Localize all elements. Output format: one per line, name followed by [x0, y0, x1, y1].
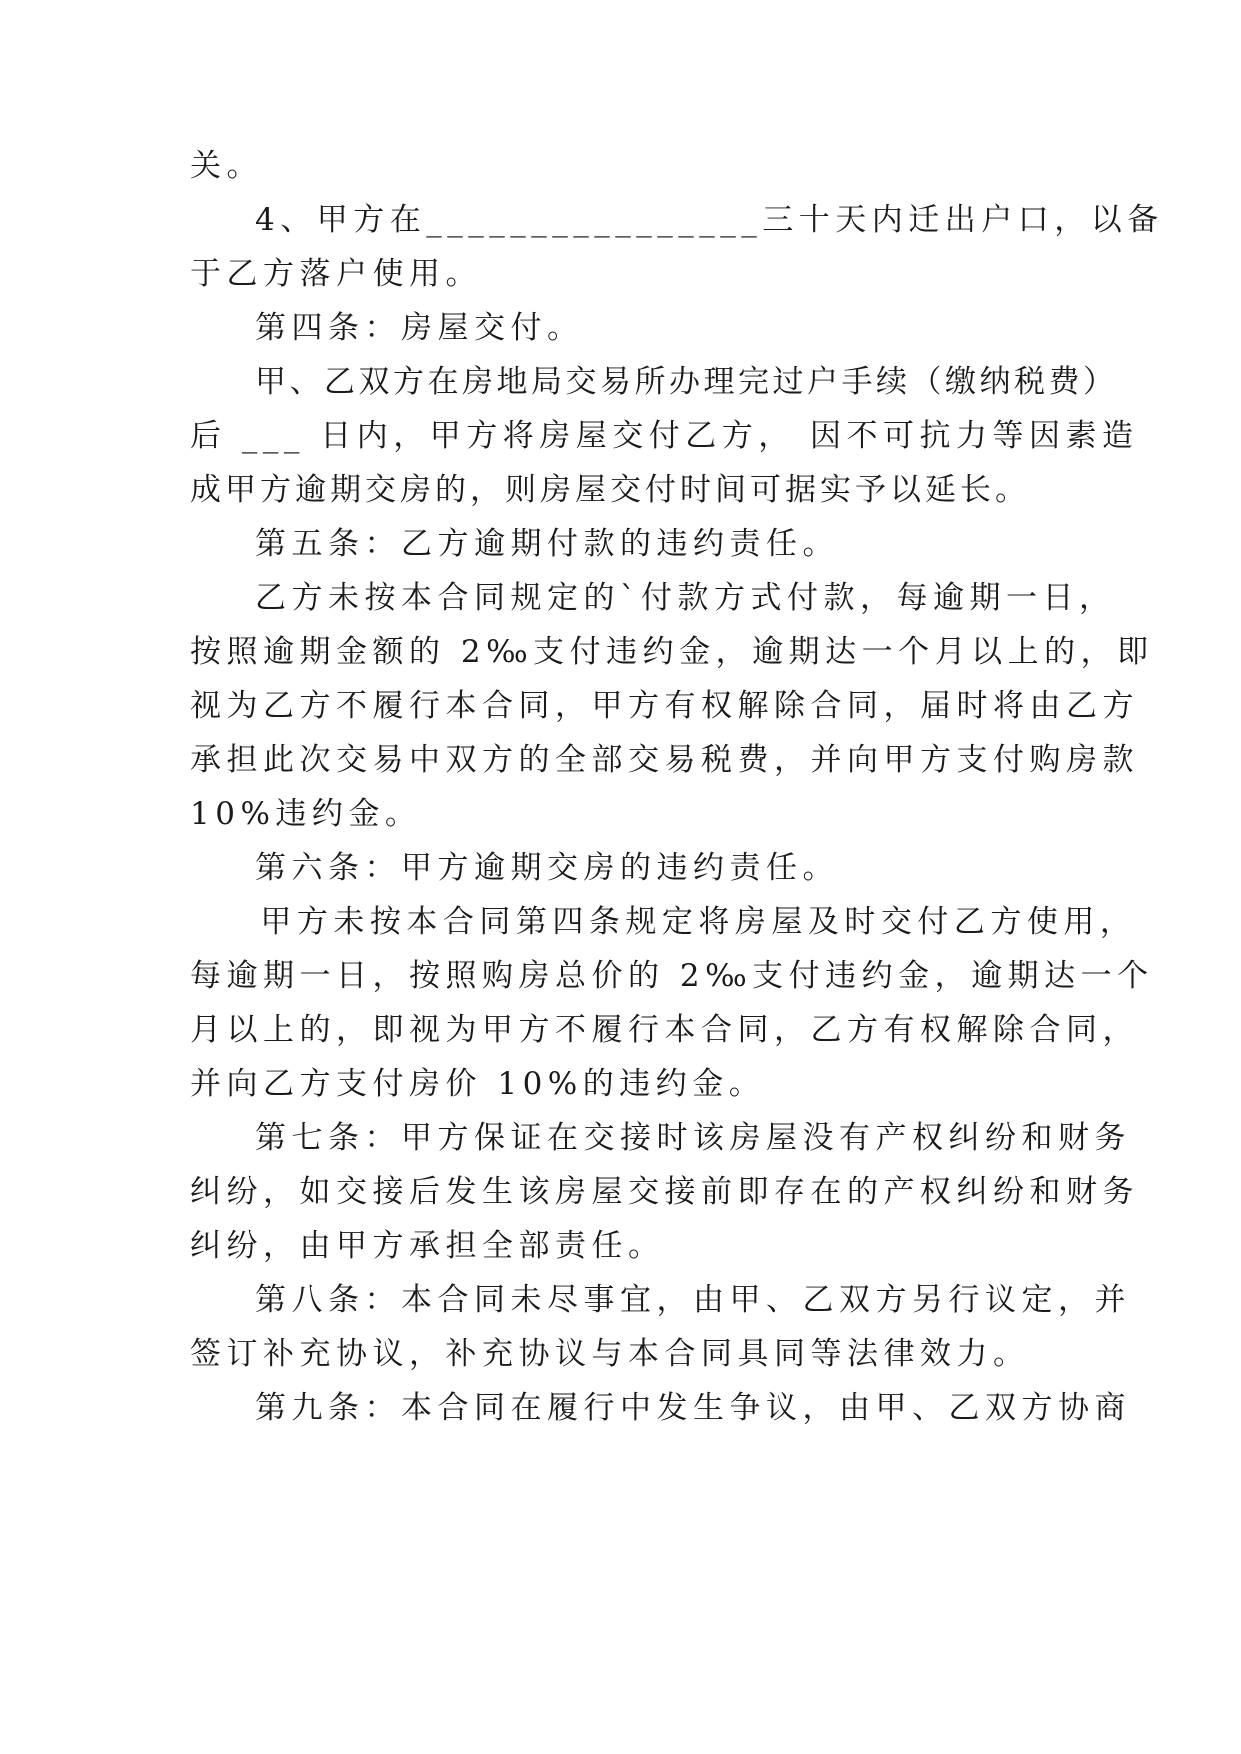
text-line: 月以上的，即视为甲方不履行本合同，乙方有权解除合同， [190, 1012, 1139, 1048]
text-line: 甲、乙双方在房地局交易所办理完过户手续（缴纳税费） [255, 364, 1118, 400]
section-heading: 第五条：乙方逾期付款的违约责任。 [255, 526, 839, 562]
text-line: 承担此次交易中双方的全部交易税费，并向甲方支付购房款 [190, 742, 1139, 778]
section-heading: 第六条：甲方逾期交房的违约责任。 [255, 850, 839, 886]
section-heading: 第八条：本合同未尽事宜，由甲、乙双方另行议定，并 [255, 1282, 1131, 1318]
text-line: 后 ___ 日内，甲方将房屋交付乙方， 因不可抗力等因素造 [190, 418, 1139, 454]
text-line: 纠纷，如交接后发生该房屋交接前即存在的产权纠纷和财务 [190, 1174, 1139, 1210]
text-line: 乙方未按本合同规定的`付款方式付款，每逾期一日， [255, 580, 1116, 616]
section-heading: 第九条：本合同在履行中发生争议，由甲、乙双方协商 [255, 1390, 1131, 1426]
text-line: 甲方未按本合同第四条规定将房屋及时交付乙方使用， [245, 904, 1137, 940]
text-line: 于乙方落户使用。 [190, 256, 482, 292]
text-line: 视为乙方不履行本合同，甲方有权解除合同，届时将由乙方 [190, 688, 1139, 724]
text-line: 4、甲方在________________三十天内迁出户口，以备 [255, 202, 1164, 238]
section-heading: 第四条：房屋交付。 [255, 310, 584, 346]
text-line: 成甲方逾期交房的，则房屋交付时间可据实予以延长。 [190, 472, 1030, 508]
text-line: 每逾期一日，按照购房总价的 2‰支付违约金，逾期达一个 [190, 958, 1154, 994]
text-line: 并向乙方支付房价 10%的违约金。 [190, 1066, 766, 1102]
text-line: 关。 [190, 148, 263, 184]
text-line: 纠纷，由甲方承担全部责任。 [190, 1228, 665, 1264]
text-line: 签订补充协议，补充协议与本合同具同等法律效力。 [190, 1336, 1030, 1372]
text-line: 按照逾期金额的 2‰支付违约金，逾期达一个月以上的，即 [190, 634, 1154, 670]
text-line: 10%违约金。 [190, 796, 422, 832]
section-heading: 第七条：甲方保证在交接时该房屋没有产权纠纷和财务 [255, 1120, 1131, 1156]
